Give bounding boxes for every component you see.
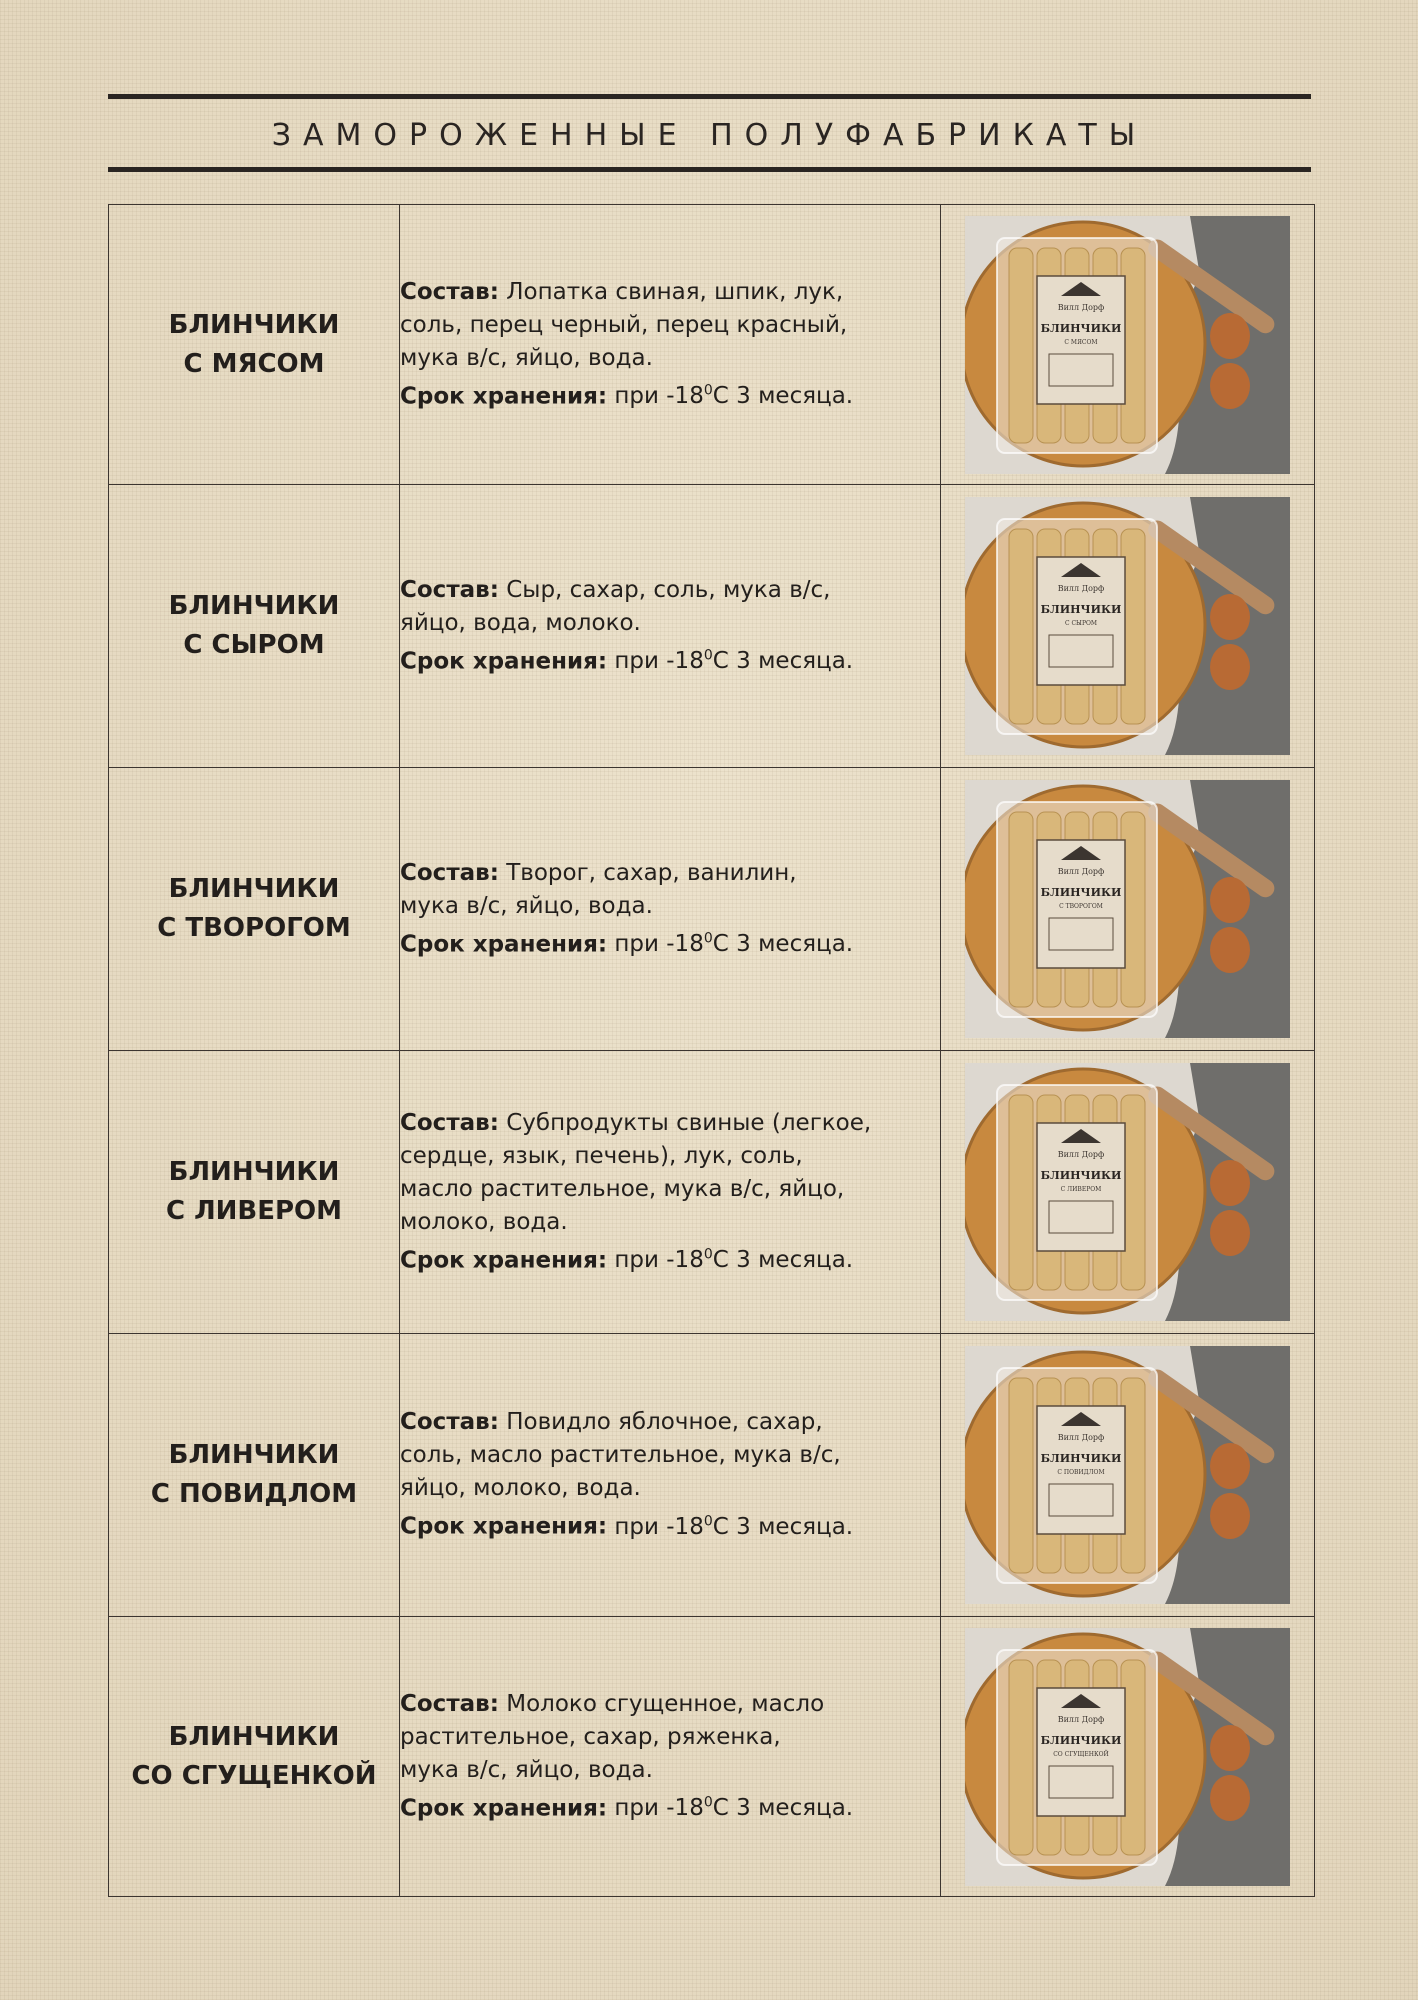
composition-line: яйцо, молоко, вода.: [400, 1475, 641, 1502]
product-name-line1: БЛИНЧИКИ: [168, 591, 340, 621]
product-name-line1: БЛИНЧИКИ: [168, 1721, 340, 1752]
product-name-line2: СО СГУЩЕНКОЙ: [131, 1760, 377, 1791]
egg-image: [1210, 644, 1250, 690]
composition-label: Состав:: [400, 1109, 499, 1136]
package-brand: Вилл Дорф: [1057, 302, 1105, 312]
product-name-cell: [109, 1617, 400, 1897]
shelf-life-text: при $-18^0С$ 3 месяца.: [614, 930, 854, 958]
package-subtitle: С СЫРОМ: [1064, 620, 1098, 627]
egg-image: [1210, 363, 1250, 409]
product-description: [400, 276, 940, 414]
product-photo: [965, 497, 1290, 755]
product-photo: [965, 1063, 1290, 1321]
composition-label: Состав:: [400, 859, 499, 886]
package-brand: Вилл Дорф: [1057, 1150, 1105, 1159]
product-name-cell: [109, 205, 400, 485]
package-subtitle: С ТВОРОГОМ: [1059, 903, 1103, 910]
product-name-cell: [109, 768, 400, 1051]
page-title: ЗАМОРОЖЕННЫЕ ПОЛУФАБРИКАТЫ: [271, 118, 1148, 153]
package-brand: Вилл Дорф: [1057, 584, 1105, 593]
composition-line: мука в/с, яйцо, вода.: [400, 344, 653, 371]
package-subtitle: С ЛИВЕРОМ: [1060, 1186, 1102, 1193]
pancake-roll-image: [1009, 529, 1033, 724]
composition-line: Творог, сахар, ванилин,: [506, 859, 797, 886]
shelf-life-text: при $-18^0С$ 3 месяца.: [614, 1513, 854, 1540]
product-photo-cell: [941, 205, 1315, 485]
package-title: БЛИНЧИКИ: [1040, 321, 1122, 335]
product-name-cell: [109, 485, 400, 768]
composition-label: Состав:: [400, 1409, 499, 1436]
composition-line: мука в/с, яйцо, вода.: [400, 1756, 653, 1783]
product-name-line1: БЛИНЧИКИ: [168, 309, 340, 340]
product-name-line1: БЛИНЧИКИ: [168, 874, 340, 904]
egg-image: [1210, 1210, 1250, 1256]
product-description-cell: [400, 1617, 941, 1897]
pancake-roll-image: [1009, 1095, 1033, 1290]
product-description: [400, 574, 940, 679]
product-photo: [965, 216, 1290, 474]
shelf-life-text: при $-18^0С$ 3 месяца.: [614, 647, 854, 675]
product-name-line2: С ТВОРОГОМ: [157, 913, 351, 943]
composition-line: мука в/с, яйцо, вода.: [400, 892, 653, 919]
product-name-cell: [109, 1334, 400, 1617]
product-name-line2: С ПОВИДЛОМ: [150, 1479, 358, 1509]
product-row: [109, 485, 1315, 768]
composition-line: соль, перец черный, перец красный,: [400, 311, 848, 338]
shelf-life-label: Срок хранения:: [400, 1795, 608, 1822]
pancake-roll-image: [1009, 1660, 1033, 1855]
shelf-life-label: Срок хранения:: [400, 648, 608, 675]
product-description: [400, 857, 940, 962]
product-photo-cell: [941, 768, 1315, 1051]
shelf-life-text: при $-18^0С$ 3 месяца.: [614, 382, 854, 410]
product-photo-svg: [965, 1063, 1290, 1321]
composition-line: растительное, сахар, ряженка,: [400, 1723, 781, 1750]
shelf-life-label: Срок хранения:: [400, 1513, 608, 1540]
header-rule-bottom: [108, 167, 1311, 172]
product-row: [109, 205, 1315, 485]
shelf-life-text: при $-18^0С$ 3 месяца.: [614, 1246, 854, 1274]
product-photo-svg: [965, 497, 1290, 755]
product-description-cell: [400, 768, 941, 1051]
product-photo: [965, 780, 1290, 1038]
product-description: [400, 1688, 940, 1826]
package-title: БЛИНЧИКИ: [1040, 603, 1122, 616]
product-row: [109, 1051, 1315, 1334]
composition-label: Состав:: [400, 1690, 499, 1717]
products-table: [108, 204, 1315, 1897]
egg-image: [1210, 927, 1250, 973]
pancake-roll-image: [1009, 1378, 1033, 1573]
egg-image: [1210, 1775, 1250, 1821]
product-name-line1: БЛИНЧИКИ: [168, 1157, 340, 1187]
egg-image: [1210, 1493, 1250, 1539]
composition-line: соль, масло растительное, мука в/с,: [400, 1442, 841, 1469]
composition-line: Лопатка свиная, шпик, лук,: [506, 278, 844, 305]
product-description: [400, 1107, 940, 1278]
shelf-life-label: Срок хранения:: [400, 931, 608, 958]
package-title: БЛИНЧИКИ: [1040, 886, 1122, 899]
package-brand: Вилл Дорф: [1057, 1714, 1105, 1724]
composition-label: Состав:: [400, 278, 499, 305]
product-photo-cell: [941, 1051, 1315, 1334]
shelf-life-label: Срок хранения:: [400, 383, 608, 410]
package-title: БЛИНЧИКИ: [1040, 1452, 1122, 1465]
egg-image: [1210, 1160, 1250, 1206]
product-row: [109, 1334, 1315, 1617]
pancake-roll-image: [1009, 248, 1033, 443]
composition-line: молоко, вода.: [400, 1208, 568, 1235]
product-description-cell: [400, 205, 941, 485]
product-name-line2: С ЛИВЕРОМ: [165, 1196, 343, 1226]
package-brand: Вилл Дорф: [1057, 867, 1105, 876]
egg-image: [1210, 1443, 1250, 1489]
product-photo: [965, 1346, 1290, 1604]
package-title: БЛИНЧИКИ: [1040, 1733, 1122, 1747]
composition-line: масло растительное, мука в/с, яйцо,: [400, 1175, 845, 1202]
product-description-cell: [400, 1051, 941, 1334]
product-name-line2: С СЫРОМ: [183, 630, 325, 660]
package-subtitle: СО СГУЩЕНКОЙ: [1053, 1750, 1109, 1758]
product-photo-cell: [941, 1334, 1315, 1617]
composition-line: яйцо, вода, молоко.: [400, 609, 641, 636]
package-subtitle: С МЯСОМ: [1064, 338, 1098, 346]
composition-line: Субпродукты свиные (легкое,: [506, 1109, 872, 1136]
package-subtitle: С ПОВИДЛОМ: [1057, 1469, 1105, 1476]
egg-image: [1210, 877, 1250, 923]
product-name-cell: [109, 1051, 400, 1334]
product-row: [109, 768, 1315, 1051]
product-photo-cell: [941, 485, 1315, 768]
package-title: БЛИНЧИКИ: [1040, 1169, 1122, 1182]
package-brand: Вилл Дорф: [1057, 1433, 1105, 1442]
header-rule-top: [108, 94, 1311, 99]
composition-line: Повидло яблочное, сахар,: [506, 1409, 823, 1436]
product-description-cell: [400, 485, 941, 768]
product-photo-svg: [965, 1346, 1290, 1604]
egg-image: [1210, 1725, 1250, 1771]
composition-line: сердце, язык, печень), лук, соль,: [400, 1142, 803, 1169]
composition-label: Состав:: [400, 576, 499, 603]
shelf-life-label: Срок хранения:: [400, 1247, 608, 1274]
product-description-cell: [400, 1334, 941, 1617]
product-photo-svg: [965, 1628, 1290, 1886]
product-photo: [965, 1628, 1290, 1886]
product-name-line2: С МЯСОМ: [183, 348, 325, 379]
product-photo-svg: [965, 780, 1290, 1038]
product-photo-svg: [965, 216, 1290, 474]
product-name-line1: БЛИНЧИКИ: [168, 1440, 340, 1470]
product-description: [400, 1406, 940, 1544]
shelf-life-text: при $-18^0С$ 3 месяца.: [614, 1794, 854, 1822]
egg-image: [1210, 594, 1250, 640]
pancake-roll-image: [1009, 812, 1033, 1007]
product-photo-cell: [941, 1617, 1315, 1897]
egg-image: [1210, 313, 1250, 359]
composition-line: Молоко сгущенное, масло: [506, 1690, 825, 1717]
composition-line: Сыр, сахар, соль, мука в/с,: [506, 576, 831, 603]
product-row: [109, 1617, 1315, 1897]
